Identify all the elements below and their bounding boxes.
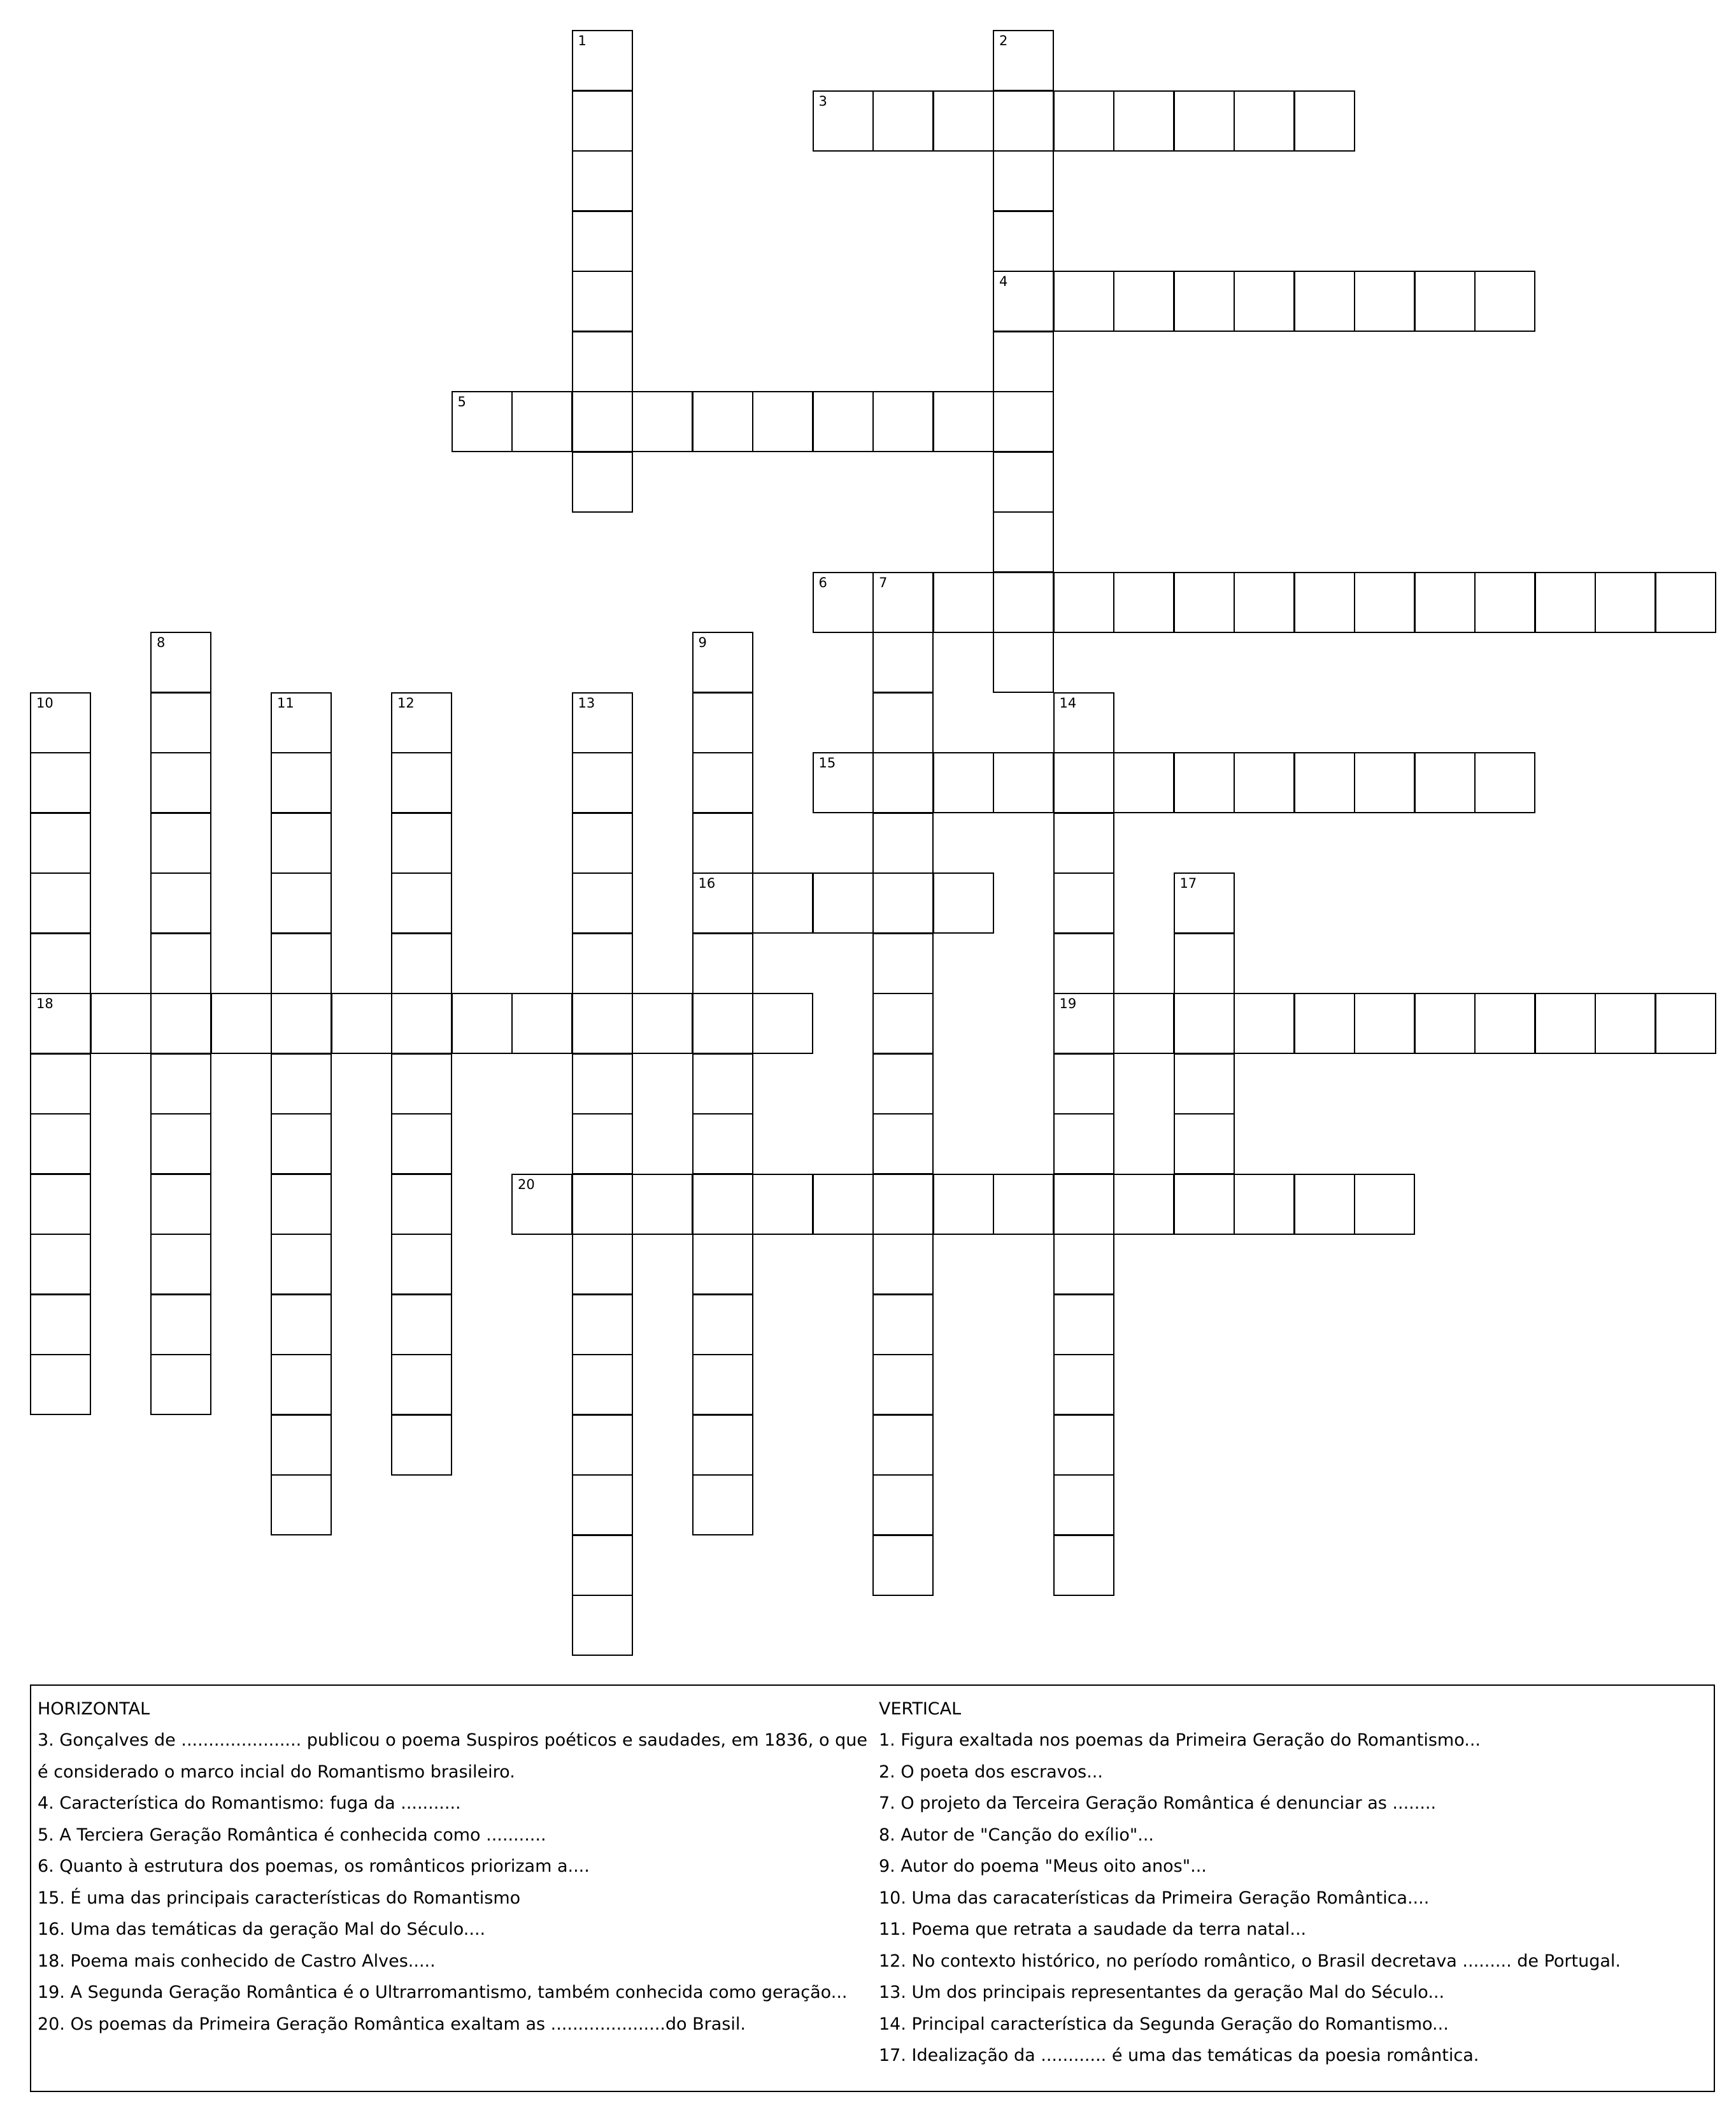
crossword-cell[interactable] (993, 30, 1054, 91)
clue-across-20: 20. Os poemas da Primeira Geração Romântica exaltam as .....................do Brasil. (38, 2014, 746, 2034)
crossword-cell[interactable] (150, 813, 211, 874)
clues-panel (30, 1684, 1715, 2092)
crossword-cell[interactable] (30, 993, 91, 1054)
crossword-cell[interactable] (872, 572, 934, 633)
crossword-cell[interactable] (1474, 572, 1535, 633)
crossword-cell[interactable] (1535, 993, 1596, 1054)
crossword-cell[interactable] (391, 1053, 452, 1114)
clue-down-8: 8. Autor de "Canção do exílio"... (879, 1825, 1155, 1845)
crossword-cell[interactable] (872, 813, 934, 874)
clue-number: 14 (1059, 695, 1077, 711)
crossword-cell[interactable] (150, 1354, 211, 1415)
crossword-cell[interactable] (993, 1174, 1054, 1235)
crossword-cell[interactable] (752, 391, 813, 452)
crossword-cell[interactable] (692, 1234, 753, 1295)
crossword-cell[interactable] (391, 993, 452, 1054)
crossword-cell[interactable] (150, 692, 211, 753)
clue-number: 3 (818, 93, 827, 109)
crossword-cell[interactable] (271, 933, 332, 994)
crossword-cell[interactable] (872, 391, 934, 452)
clue-number: 12 (397, 695, 415, 711)
crossword-cell[interactable] (752, 872, 813, 934)
crossword-cell[interactable] (872, 1294, 934, 1355)
crossword-cell[interactable] (933, 90, 994, 152)
crossword-cell[interactable] (271, 1053, 332, 1114)
clue-number: 2 (999, 33, 1008, 48)
crossword-cell[interactable] (572, 813, 633, 874)
crossword-cell[interactable] (391, 933, 452, 994)
crossword-cell[interactable] (1053, 90, 1114, 152)
crossword-cell[interactable] (993, 632, 1054, 693)
crossword-cell[interactable] (391, 1294, 452, 1355)
clue-number: 9 (698, 635, 707, 650)
crossword-cell[interactable] (1113, 993, 1174, 1054)
crossword-cell[interactable] (572, 993, 633, 1054)
crossword-cell[interactable] (1414, 993, 1476, 1054)
crossword-cell[interactable] (572, 692, 633, 753)
crossword-cell[interactable] (391, 1174, 452, 1235)
vertical-heading: VERTICAL (879, 1699, 962, 1719)
clue-number: 18 (36, 996, 53, 1011)
crossword-cell[interactable] (692, 933, 753, 994)
crossword-cell[interactable] (993, 452, 1054, 513)
crossword-cell[interactable] (271, 1174, 332, 1235)
crossword-cell[interactable] (1113, 271, 1174, 332)
crossword-cell[interactable] (572, 1234, 633, 1295)
crossword-cell[interactable] (1414, 271, 1476, 332)
crossword-cell[interactable] (150, 1234, 211, 1295)
crossword-cell[interactable] (572, 1414, 633, 1476)
crossword-cell[interactable] (1655, 993, 1716, 1054)
crossword-cell[interactable] (872, 1354, 934, 1415)
clue-number: 19 (1059, 996, 1077, 1011)
crossword-cell[interactable] (1414, 572, 1476, 633)
crossword-cell[interactable] (1234, 90, 1295, 152)
crossword-cell[interactable] (391, 1354, 452, 1415)
crossword-cell[interactable] (271, 813, 332, 874)
crossword-cell[interactable] (1234, 271, 1295, 332)
crossword-cell[interactable] (692, 1053, 753, 1114)
clue-number: 10 (36, 695, 53, 711)
crossword-cell[interactable] (872, 1113, 934, 1174)
crossword-cell[interactable] (572, 452, 633, 513)
clue-down-11: 11. Poema que retrata a saudade da terra natal... (879, 1919, 1307, 1939)
crossword-cell[interactable] (1174, 1053, 1235, 1114)
crossword-cell[interactable] (271, 692, 332, 753)
crossword-cell[interactable] (511, 1174, 573, 1235)
crossword-cell[interactable] (1113, 572, 1174, 633)
crossword-cell[interactable] (572, 90, 633, 152)
crossword-cell[interactable] (1294, 1174, 1355, 1235)
crossword-cell[interactable] (993, 752, 1054, 813)
crossword-cell[interactable] (30, 1234, 91, 1295)
crossword-cell[interactable] (1595, 572, 1656, 633)
crossword-cell[interactable] (1535, 572, 1596, 633)
clue-across-4: 4. Característica do Romantismo: fuga da ........... (38, 1793, 461, 1813)
crossword-cell[interactable] (1174, 1113, 1235, 1174)
crossword-cell[interactable] (813, 90, 874, 152)
crossword-cell[interactable] (572, 1354, 633, 1415)
crossword-cell[interactable] (572, 211, 633, 272)
crossword-cell[interactable] (692, 1113, 753, 1174)
crossword-cell[interactable] (1474, 752, 1535, 813)
crossword-cell[interactable] (30, 1174, 91, 1235)
crossword-cell[interactable] (1053, 1354, 1114, 1415)
clue-down-10: 10. Uma das caracaterísticas da Primeira Geração Romântica.... (879, 1888, 1430, 1908)
crossword-cell[interactable] (1294, 572, 1355, 633)
clue-number: 6 (818, 574, 827, 590)
crossword-cell[interactable] (1414, 752, 1476, 813)
clue-across-5: 5. A Terciera Geração Romântica é conhecida como ........... (38, 1825, 546, 1845)
crossword-cell[interactable] (1113, 90, 1174, 152)
crossword-cell[interactable] (271, 1474, 332, 1535)
crossword-cell[interactable] (511, 993, 573, 1054)
crossword-cell[interactable] (1174, 90, 1235, 152)
crossword-cell[interactable] (1234, 752, 1295, 813)
crossword-cell[interactable] (30, 1294, 91, 1355)
crossword-cell[interactable] (1354, 993, 1415, 1054)
clue-across-18: 18. Poema mais conhecido de Castro Alves..... (38, 1951, 436, 1971)
crossword-cell[interactable] (872, 1174, 934, 1235)
crossword-cell[interactable] (30, 692, 91, 753)
clue-across-19: 19. A Segunda Geração Romântica é o Ultrarromantismo, também conhecida como geração... (38, 1983, 848, 2002)
crossword-cell[interactable] (813, 391, 874, 452)
crossword-cell[interactable] (150, 632, 211, 693)
clue-across-15: 15. É uma das principais características do Romantismo (38, 1888, 521, 1908)
crossword-cell[interactable] (692, 752, 753, 813)
crossword-cell[interactable] (752, 1174, 813, 1235)
crossword-cell[interactable] (1053, 692, 1114, 753)
crossword-cell[interactable] (872, 1535, 934, 1596)
clue-down-17: 17. Idealização da ............ é uma das temáticas da poesia romântica. (879, 2046, 1479, 2065)
crossword-cell[interactable] (452, 391, 513, 452)
clue-across-16: 16. Uma das temáticas da geração Mal do Século.... (38, 1919, 486, 1939)
crossword-cell[interactable] (692, 993, 753, 1054)
crossword-cell[interactable] (1174, 872, 1235, 934)
clue-number: 17 (1179, 876, 1197, 891)
crossword-cell[interactable] (692, 391, 753, 452)
crossword-cell[interactable] (692, 872, 753, 934)
crossword-cell[interactable] (150, 1053, 211, 1114)
crossword-cell[interactable] (1294, 271, 1355, 332)
crossword-cell[interactable] (271, 993, 332, 1054)
clue-number: 20 (518, 1176, 535, 1192)
crossword-cell[interactable] (391, 692, 452, 753)
crossword-cell[interactable] (150, 872, 211, 934)
crossword-cell[interactable] (331, 993, 392, 1054)
crossword-cell[interactable] (1053, 1053, 1114, 1114)
clue-across-3: 3. Gonçalves de ...................... publicou o poema Suspiros poéticos e saudades, em 1836, o que é considerado o marco incial do Romantismo brasileiro. (38, 1730, 867, 1782)
crossword-cell[interactable] (391, 752, 452, 813)
crossword-cell[interactable] (1234, 993, 1295, 1054)
crossword-cell[interactable] (692, 1474, 753, 1535)
crossword-cell[interactable] (1595, 993, 1656, 1054)
crossword-cell[interactable] (692, 1354, 753, 1415)
crossword-cell[interactable] (1474, 993, 1535, 1054)
crossword-cell[interactable] (1174, 752, 1235, 813)
crossword-cell[interactable] (90, 993, 152, 1054)
crossword-cell[interactable] (692, 1294, 753, 1355)
crossword-cell[interactable] (30, 752, 91, 813)
crossword-cell[interactable] (872, 872, 934, 934)
crossword-cell[interactable] (1053, 993, 1114, 1054)
crossword-cell[interactable] (1113, 752, 1174, 813)
crossword-cell[interactable] (692, 632, 753, 693)
crossword-cell[interactable] (872, 90, 934, 152)
crossword-cell[interactable] (271, 752, 332, 813)
crossword-cell[interactable] (1294, 993, 1355, 1054)
crossword-cell[interactable] (632, 391, 693, 452)
crossword-cell[interactable] (692, 1174, 753, 1235)
crossword-cell[interactable] (872, 1474, 934, 1535)
clue-down-13: 13. Um dos principais representantes da geração Mal do Século... (879, 1983, 1445, 2002)
crossword-cell[interactable] (30, 1053, 91, 1114)
crossword-cell[interactable] (30, 813, 91, 874)
crossword-cell[interactable] (572, 1294, 633, 1355)
crossword-cell[interactable] (933, 572, 994, 633)
crossword-cell[interactable] (1053, 1535, 1114, 1596)
crossword-cell[interactable] (993, 331, 1054, 392)
clue-down-14: 14. Principal característica da Segunda Geração do Romantismo... (879, 2014, 1449, 2034)
crossword-cell[interactable] (271, 1113, 332, 1174)
crossword-cell[interactable] (150, 933, 211, 994)
crossword-cell[interactable] (391, 813, 452, 874)
crossword-cell[interactable] (752, 993, 813, 1054)
crossword-cell[interactable] (1053, 872, 1114, 934)
clue-down-2: 2. O poeta dos escravos... (879, 1762, 1103, 1782)
crossword-cell[interactable] (872, 1234, 934, 1295)
crossword-cell[interactable] (632, 993, 693, 1054)
crossword-cell[interactable] (872, 993, 934, 1054)
crossword-cell[interactable] (692, 692, 753, 753)
crossword-cell[interactable] (30, 872, 91, 934)
crossword-cell[interactable] (1053, 1474, 1114, 1535)
crossword-cell[interactable] (872, 752, 934, 813)
crossword-cell[interactable] (271, 1234, 332, 1295)
crossword-cell[interactable] (1294, 752, 1355, 813)
crossword-cell[interactable] (1053, 572, 1114, 633)
horizontal-clues-column (38, 1693, 878, 2040)
crossword-cell[interactable] (872, 632, 934, 693)
crossword-cell[interactable] (30, 933, 91, 994)
crossword-cell[interactable] (1053, 1294, 1114, 1355)
crossword-cell[interactable] (1174, 993, 1235, 1054)
crossword-cell[interactable] (511, 391, 573, 452)
clue-down-7: 7. O projeto da Terceira Geração Romântica é denunciar as ........ (879, 1793, 1437, 1813)
crossword-cell[interactable] (1354, 271, 1415, 332)
crossword-cell[interactable] (1113, 1174, 1174, 1235)
crossword-cell[interactable] (271, 1354, 332, 1415)
crossword-cell[interactable] (1655, 572, 1716, 633)
crossword-cell[interactable] (30, 1113, 91, 1174)
clue-number: 11 (277, 695, 294, 711)
crossword-cell[interactable] (1174, 1174, 1235, 1235)
crossword-cell[interactable] (271, 872, 332, 934)
crossword-cell[interactable] (1174, 933, 1235, 994)
crossword-cell[interactable] (1053, 1234, 1114, 1295)
crossword-cell[interactable] (572, 150, 633, 211)
crossword-cell[interactable] (872, 1414, 934, 1476)
crossword-cell[interactable] (452, 993, 513, 1054)
crossword-cell[interactable] (933, 872, 994, 934)
clue-number: 4 (999, 274, 1008, 289)
crossword-cell[interactable] (391, 1414, 452, 1476)
crossword-cell[interactable] (692, 813, 753, 874)
crossword-cell[interactable] (572, 30, 633, 91)
crossword-cell[interactable] (391, 872, 452, 934)
crossword-cell[interactable] (933, 752, 994, 813)
crossword-cell[interactable] (813, 752, 874, 813)
crossword-cell[interactable] (1053, 813, 1114, 874)
crossword-cell[interactable] (872, 1053, 934, 1114)
clue-number: 1 (578, 33, 587, 48)
crossword-cell[interactable] (993, 271, 1054, 332)
crossword-cell[interactable] (1354, 572, 1415, 633)
crossword-cell[interactable] (993, 391, 1054, 452)
crossword-cell[interactable] (572, 933, 633, 994)
crossword-cell[interactable] (572, 872, 633, 934)
crossword-cell[interactable] (271, 1294, 332, 1355)
clue-number: 7 (879, 574, 888, 590)
crossword-cell[interactable] (1354, 752, 1415, 813)
crossword-cell[interactable] (211, 993, 272, 1054)
crossword-cell[interactable] (1053, 752, 1114, 813)
crossword-cell[interactable] (813, 872, 874, 934)
crossword-cell[interactable] (572, 1595, 633, 1656)
crossword-cell[interactable] (572, 1174, 633, 1235)
crossword-cell[interactable] (30, 1354, 91, 1415)
crossword-cell[interactable] (1174, 271, 1235, 332)
crossword-cell[interactable] (572, 271, 633, 332)
crossword-cell[interactable] (993, 511, 1054, 573)
crossword-cell[interactable] (872, 692, 934, 753)
clue-down-12: 12. No contexto histórico, no período romântico, o Brasil decretava ......... de Portugal. (879, 1951, 1621, 1971)
crossword-cell[interactable] (1174, 572, 1235, 633)
crossword-cell[interactable] (632, 1174, 693, 1235)
crossword-cell[interactable] (1053, 1113, 1114, 1174)
crossword-cell[interactable] (150, 752, 211, 813)
clue-number: 8 (157, 635, 166, 650)
crossword-cell[interactable] (1354, 1174, 1415, 1235)
crossword-cell[interactable] (391, 1113, 452, 1174)
crossword-cell[interactable] (1053, 271, 1114, 332)
vertical-clues-column (879, 1693, 1707, 2072)
crossword-cell[interactable] (271, 1414, 332, 1476)
crossword-cell[interactable] (993, 211, 1054, 272)
crossword-cell[interactable] (572, 1474, 633, 1535)
crossword-cell[interactable] (391, 1234, 452, 1295)
crossword-cell[interactable] (572, 752, 633, 813)
crossword-cell[interactable] (933, 391, 994, 452)
crossword-cell[interactable] (150, 1294, 211, 1355)
crossword-cell[interactable] (150, 993, 211, 1054)
clue-number: 16 (698, 876, 716, 891)
crossword-cell[interactable] (813, 572, 874, 633)
crossword-cell[interactable] (872, 933, 934, 994)
clue-across-6: 6. Quanto à estrutura dos poemas, os românticos priorizam a.... (38, 1856, 590, 1876)
horizontal-heading: HORIZONTAL (38, 1699, 150, 1719)
crossword-cell[interactable] (692, 1414, 753, 1476)
crossword-cell[interactable] (993, 150, 1054, 211)
clue-number: 13 (578, 695, 595, 711)
clue-number: 5 (457, 394, 466, 409)
crossword-cell[interactable] (1294, 90, 1355, 152)
crossword-cell[interactable] (1234, 572, 1295, 633)
crossword-cell[interactable] (1474, 271, 1535, 332)
crossword-cell[interactable] (150, 1113, 211, 1174)
crossword-cell[interactable] (572, 1053, 633, 1114)
crossword-cell[interactable] (813, 1174, 874, 1235)
crossword-cell[interactable] (1234, 1174, 1295, 1235)
crossword-cell[interactable] (993, 572, 1054, 633)
crossword-cell[interactable] (150, 1174, 211, 1235)
clue-down-1: 1. Figura exaltada nos poemas da Primeira Geração do Romantismo... (879, 1730, 1481, 1750)
crossword-cell[interactable] (1053, 933, 1114, 994)
clue-number: 15 (818, 755, 836, 771)
crossword-cell[interactable] (572, 391, 633, 452)
crossword-cell[interactable] (1053, 1414, 1114, 1476)
crossword-cell[interactable] (572, 331, 633, 392)
crossword-cell[interactable] (993, 90, 1054, 152)
crossword-cell[interactable] (572, 1535, 633, 1596)
crossword-cell[interactable] (1053, 1174, 1114, 1235)
crossword-cell[interactable] (933, 1174, 994, 1235)
clue-down-9: 9. Autor do poema "Meus oito anos"... (879, 1856, 1207, 1876)
crossword-cell[interactable] (572, 1113, 633, 1174)
